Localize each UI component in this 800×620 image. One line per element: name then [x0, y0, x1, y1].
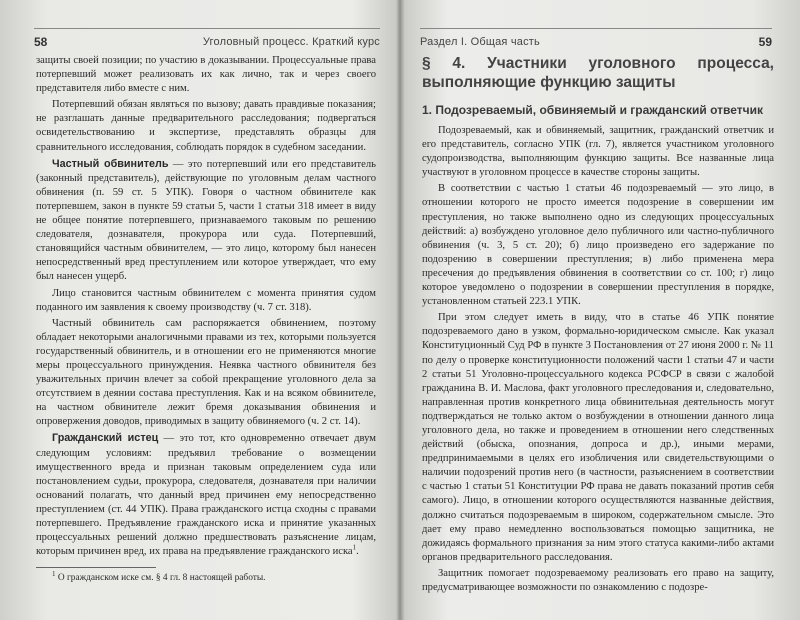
term-civil-plaintiff: Гражданский истец	[52, 432, 159, 445]
right-running-head	[420, 28, 772, 52]
right-page-number: 59	[758, 35, 772, 49]
paragraph-disposes-accusation: Частный обвинитель сам распоряжается обвинением, поэтому обладает некоторыми аналогичными правами из тех, которыми пользуется государственный обвинитель, и в отношении его не применяются многие меры процессуального принуждения. Неявка частного обвинителя без уважительных причин влечет за собой прекращение уголовного дела за отсутствием в деянии состава преступления. Как и на всяком обвинителе, на частном обвинителе лежит бремя доказывания обвинения и опровержения доводов, приводимых в защиту обвиняемого (ч. 2 ст. 14).	[36, 317, 376, 428]
left-body-text	[36, 54, 376, 584]
section-title: § 4. Участники уголовного процесса, выполняющие функцию защиты	[422, 55, 774, 91]
paragraph-victim-duties: Потерпевший обязан являться по вызову; давать правдивые показания; не разглашать данные предварительного расследования; подвергаться освидетельствованию и экспертизе, представлять образцы для сравнительного исследования, соблюдать порядок в судебном заседании.	[36, 99, 376, 153]
left-running-head	[34, 28, 380, 52]
paragraph-private-prosecutor	[36, 157, 376, 285]
footnote	[36, 572, 376, 584]
right-running-head-text: Раздел I. Общая часть	[420, 36, 540, 48]
footnote-number: 1	[52, 570, 56, 579]
left-page-number: 58	[34, 35, 48, 49]
paragraph-becomes-prosecutor: Лицо становится частным обвинителем с момента принятия судом поданного им заявления к своему производству (ч. 7 ст. 318).	[36, 287, 376, 313]
civil-plaintiff-definition: — это тот, кто одновременно отвечает двум следующим условиям: предъявил требование о возмещении имущественного вреда и признан таковым определением суда или постановлением судьи, прокурора, следователя, дознавателя при наличии оснований полагать, что данный вред причинен ему непосредственно преступлением (ст. 44 УПК). Права гражданского истца сходны с правами потерпевшего. Предъявление гражданского иска и принятие указанных процессуальных решений должно предшествовать разъяснение лицам, которым причинен вред, их права на предъявление гражданского иска	[36, 433, 376, 558]
paragraph-suspect-definition: В соответствии с частью 1 статьи 46 подозреваемый — это лицо, в отношении которого не просто имеется подозрение в совершении им преступления, но также выполнено одно из следующих процессуальных действий: а) возбуждено уголовное дело публичного или частно-публичного обвинения (ч. 3, 5 ст. 20); б) лицо произведено его задержание по подозрению в совершении преступления; в) либо применена мера пресечения до предъявления обвинения в соответствии со ст. 100; г) лицо которое уведомлено о подозрении в совершении преступления в порядке, установленном статьей 223.1 УПК.	[422, 183, 774, 308]
paragraph-civil-plaintiff: Гражданский истец — это тот, кто одновременно отвечает двум следующим условиям: предъявил требование о возмещении имущественного вреда и признан таковым определением суда или постановлением судьи, прокурора, следователя, дознавателя при наличии оснований полагать, что данный вред причинен ему непосредственно преступлением (ст. 44 УПК). Права гражданского истца сходны с правами потерпевшего. Предъявление гражданского иска и принятие указанных процессуальных решений должно предшествовать разъяснение лицам, которым причинен вред, их права на предъявление гражданского иска$^1$.	[36, 432, 376, 558]
subsection-title: 1. Подозреваемый, обвиняемый и гражданский ответчик	[422, 103, 763, 117]
left-running-head-text: Уголовный процесс. Краткий курс	[202, 36, 380, 48]
paragraph-defense-participants: Подозреваемый, как и обвиняемый, защитник, гражданский ответчик и его представитель, согласно УПК (гл. 7), является участником уголовного судопроизводства, выполняющим функцию защиты. Все названные лица участвуют в уголовном процессе в качестве стороны защиты.	[422, 125, 774, 179]
footnote-reference: 1	[352, 543, 357, 552]
private-prosecutor-definition: — это потерпевший или его представитель (законный представитель), действующие по уголовным делам частного обвинения (п. 59 ст. 5 УПК). Говоря о частном обвинителе как потерпевшем, закон в пункте 59 статьи 5, части 1 статьи 318 имеет в виду не общее понятие потерпевшего, признаваемого таковым по решению следователя, дознавателя, прокурора или суда. Потерпевший, становящийся частным обвинителем, — это лицо, которому был нанесен непосредственный вред преступлением или которое утверждает, что ему был нанесен ущерб.	[36, 158, 376, 283]
term-private-prosecutor: Частный обвинитель	[52, 157, 169, 170]
footnote-text: О гражданском иске см. § 4 гл. 8 настоящей работы.	[57, 573, 266, 584]
paragraph-continuation: защиты своей позиции; по участию в доказывании. Процессуальные права потерпевший может реализовать их как лично, так и через своего представителя либо вместе с ним.	[36, 55, 376, 95]
paragraph-defender: Защитник помогает подозреваемому реализовать его право на защиту, предусматривающее возможности по ознакомлению с подозре-	[422, 567, 774, 593]
right-page	[400, 0, 800, 620]
paragraph-constitutional-court: При этом следует иметь в виду, что в статье 46 УПК понятие подозреваемого дано в узком, формально-юридическом смысле. Как указал Конституционный Суд РФ в пункте 3 Постановления от 27 июня 2000 г. № 11 по делу о проверке конституционности положений части 1 статьи 47 и части 2 статьи 51 Уголовно-процессуального кодекса РСФСР в связи с жалобой гражданина В. И. Маслова, факт уголовного преследования и, следовательно, направленная против конкретного лица обвинительная деятельность могут подтверждаться не только актом о возбуждении в отношении данного лица уголовного дела, но также и проведением в отношении него следственных действий (обыска, опознания, допроса и др.), иными мерами, предпринимаемыми в целях его изобличения или свидетельствующими о наличии подозрений против него (в частности, разъяснением в соответствии с частью 1 статьи 51 Конституции РФ права не давать показаний против себя самого). Лицо, в отношении которого осуществляются названные действия, должно считаться подозреваемым в широком, содержательном смысле. Это дает ему право немедленно воспользоваться помощью защитника, не дожидаясь формального признания за ним этого статуса какими-либо актами органов предварительного расследования.	[422, 312, 774, 563]
right-body-text	[422, 54, 774, 595]
footnote-divider	[36, 567, 156, 568]
